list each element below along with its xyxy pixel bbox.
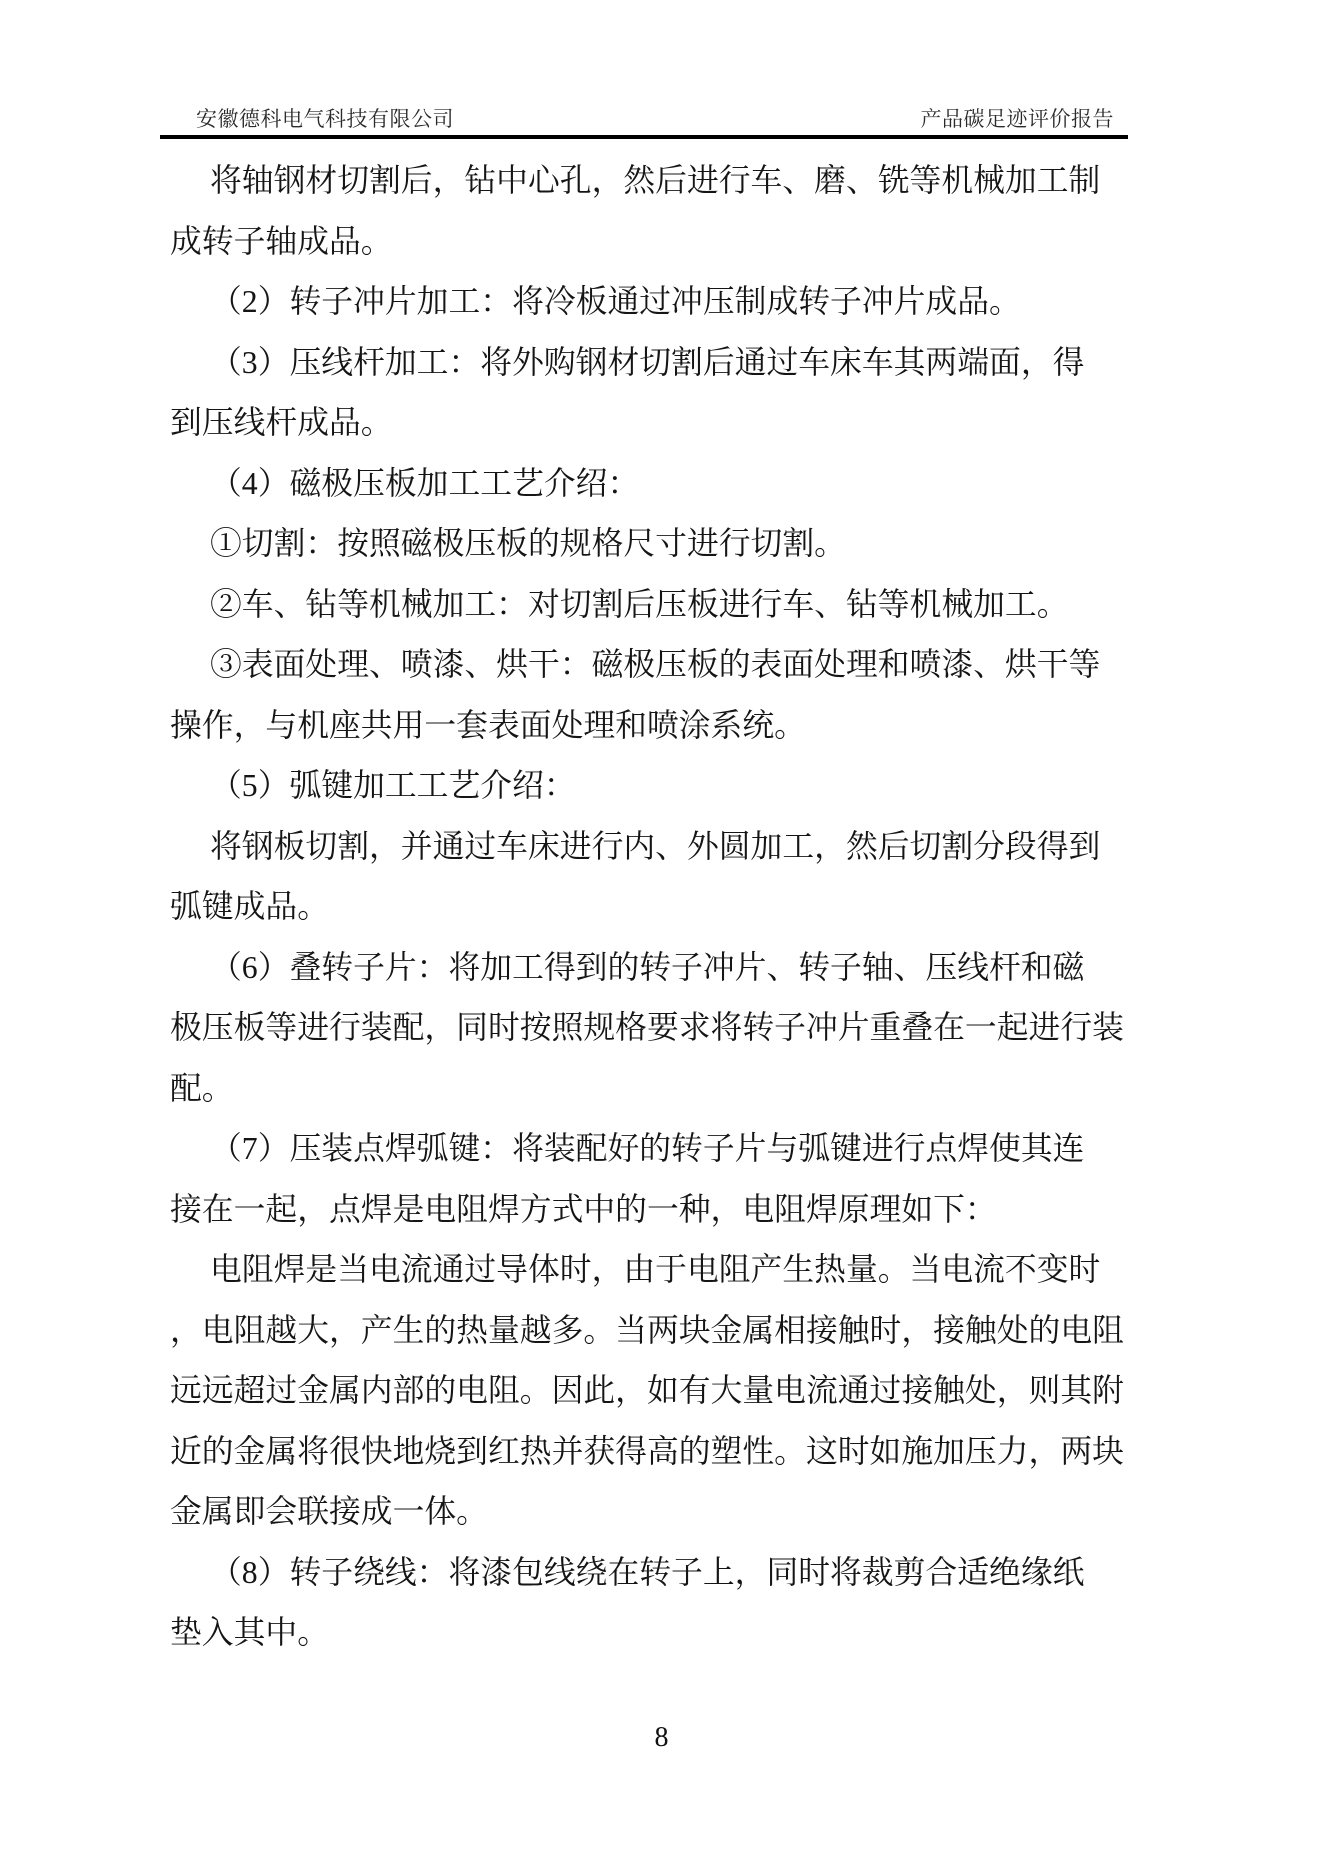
text-line: 成转子轴成品。 [170, 223, 393, 259]
text-line: （3）压线杆加工：将外购钢材切割后通过车床车其两端面，得 [210, 344, 1085, 380]
header-company-name: 安徽德科电气科技有限公司 [196, 107, 454, 131]
text-line: 电阻焊是当电流通过导体时，由于电阻产生热量。当电流不变时 [210, 1252, 1101, 1287]
text-line: 操作，与机座共用一套表面处理和喷涂系统。 [170, 707, 806, 743]
text-line: 配。 [170, 1070, 234, 1106]
text-line: 弧键成品。 [170, 889, 329, 924]
text-line: 远远超过金属内部的电阻。因此，如有大量电流通过接触处，则其附 [170, 1373, 1124, 1408]
text-line: 垫入其中。 [170, 1615, 329, 1650]
text-line: 将轴钢材切割后，钻中心孔，然后进行车、磨、铣等机械加工制 [210, 163, 1101, 198]
text-line: 极压板等进行装配，同时按照规格要求将转子冲片重叠在一起进行装 [170, 1010, 1124, 1045]
text-line: 近的金属将很快地烧到红热并获得高的塑性。这时如施加压力，两块 [170, 1433, 1124, 1469]
page-number: 8 [654, 1722, 669, 1753]
text-line: 到压线杆成品。 [170, 405, 393, 440]
text-line: 将钢板切割，并通过车床进行内、外圆加工，然后切割分段得到 [210, 828, 1101, 864]
header-row [160, 0, 1128, 131]
text-line: ③表面处理、喷漆、烘干：磁极压板的表面处理和喷漆、烘干等 [210, 647, 1101, 682]
page-header [160, 0, 1128, 139]
text-line: （7）压装点焊弧键：将装配好的转子片与弧键进行点焊使其连 [210, 1131, 1085, 1166]
text-line: ①切割：按照磁极压板的规格尺寸进行切割。 [210, 526, 846, 561]
header-report-title: 产品碳足迹评价报告 [920, 107, 1114, 131]
text-line: （8）转子绕线：将漆包线绕在转子上，同时将裁剪合适绝缘纸 [210, 1554, 1085, 1590]
text-line: （4）磁极压板加工工艺介绍： [210, 465, 640, 501]
page-footer [0, 1716, 1323, 1760]
text-line: ②车、钻等机械加工：对切割后压板进行车、钻等机械加工。 [210, 586, 1069, 622]
text-line: （6）叠转子片：将加工得到的转子冲片、转子轴、压线杆和磁 [210, 949, 1085, 985]
text-line: 接在一起，点焊是电阻焊方式中的一种，电阻焊原理如下： [170, 1191, 997, 1227]
text-line: （2）转子冲片加工：将冷板通过冲压制成转子冲片成品。 [210, 284, 1021, 319]
text-line: ，电阻越大，产生的热量越多。当两块金属相接触时，接触处的电阻 [170, 1312, 1124, 1348]
text-line: 金属即会联接成一体。 [170, 1494, 488, 1529]
header-rule [160, 135, 1128, 139]
text-line: （5）弧键加工工艺介绍： [210, 768, 576, 803]
document-body [170, 151, 1128, 1664]
